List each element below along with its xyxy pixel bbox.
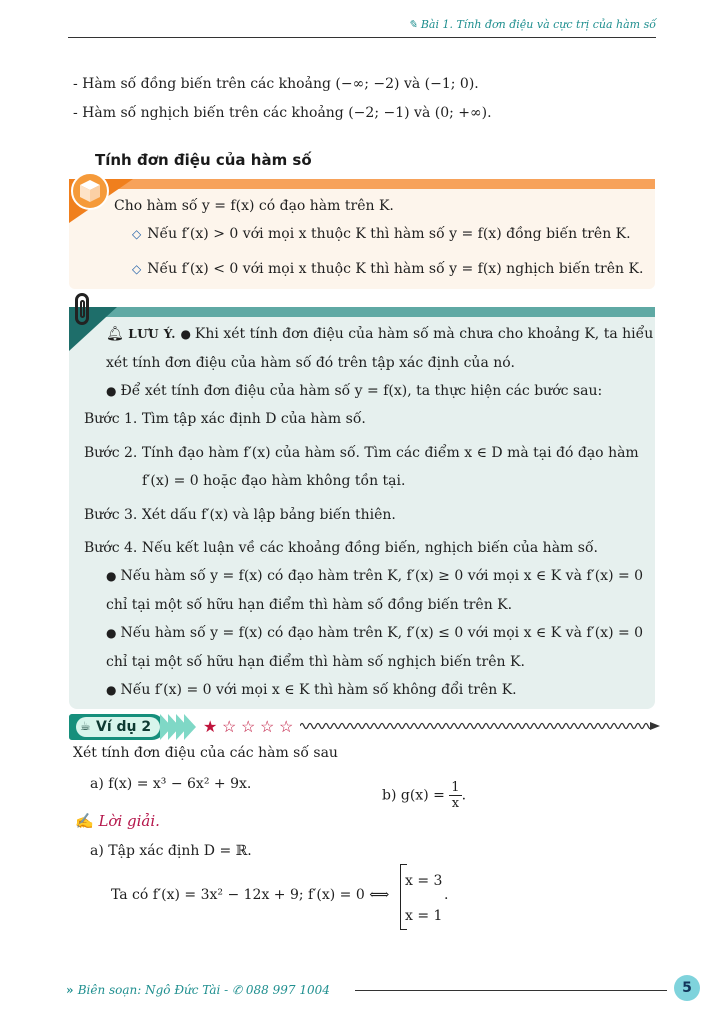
cube-icon [71, 172, 109, 210]
bullet-icon: ● [106, 683, 117, 697]
note-line-2: xét tính đơn điệu của hàm số đó trên tập xác định của nó. [106, 355, 515, 371]
wavy-arrow-icon [300, 718, 660, 734]
example-part-b: b) g(x) = $\frac{1}{x}$ . [382, 780, 467, 811]
rule-1-cont: chỉ tại một số hữu hạn điểm thì hàm số đồng biến trên K. [106, 597, 513, 613]
bell-icon: 🔔︎ [106, 326, 129, 342]
step-4: Bước 4. Nếu kết luận về các khoảng đồng biến, nghịch biến của hàm số. [84, 540, 598, 556]
bullet-icon: ● [106, 569, 117, 583]
diamond-bullet-icon: ◇ [132, 227, 142, 241]
rule-2-cont: chỉ tại một số hữu hạn điểm thì hàm số nghịch biến trên K. [106, 654, 525, 670]
example-prompt: Xét tính đơn điệu của các hàm số sau [73, 745, 338, 761]
star-filled-icon: ★ [203, 717, 218, 736]
fraction: $\frac{1}{x}$ [451, 780, 460, 811]
intro-line-1: - Hàm số đồng biến trên các khoảng (−∞; −2) và (−1; 0). [73, 76, 479, 92]
note-bar [69, 307, 655, 317]
case-end: . [444, 887, 449, 903]
diamond-bullet-icon: ◇ [132, 262, 142, 276]
definition-item-2: ◇ Nếu f′(x) < 0 với mọi x thuộc K thì hàm số y = f(x) nghịch biến trên K. [132, 261, 644, 277]
definition-bar [69, 179, 655, 189]
intro-line-2: - Hàm số nghịch biến trên các khoảng (−2; −1) và (0; +∞). [73, 105, 492, 121]
footer-credit: » Biên soạn: Ngô Đức Tài - ✆ 088 997 1004 [66, 983, 330, 997]
rule-3: ● Nếu f′(x) = 0 với mọi x ∈ K thì hàm số không đổi trên K. [106, 682, 517, 698]
solution-title: ✍ Lời giải. [75, 812, 160, 830]
rule-2: ● Nếu hàm số y = f(x) có đạo hàm trên K, f′(x) ≤ 0 với mọi x ∈ K và f′(x) = 0 [106, 625, 644, 641]
pencil-icon: ✍ [75, 812, 99, 830]
page-number: 5 [674, 975, 700, 1001]
header-rule [68, 37, 656, 38]
definition-item-1: ◇ Nếu f′(x) > 0 với mọi x thuộc K thì hàm số y = f(x) đồng biến trên K. [132, 226, 631, 242]
solution-domain: a) Tập xác định D = ℝ. [90, 843, 252, 859]
example-label: Ví dụ 2 [96, 719, 152, 735]
header-title: Bài 1. Tính đơn điệu và cực trị của hàm số [420, 18, 656, 31]
solution-derivative: Ta có f′(x) = 3x² − 12x + 9; f′(x) = 0 ⟺ [111, 887, 390, 903]
coffee-icon: ☕︎ [80, 719, 91, 733]
definition-title: Tính đơn điệu của hàm số [95, 151, 312, 169]
footer-rule [355, 990, 667, 991]
definition-lead: Cho hàm số y = f(x) có đạo hàm trên K. [114, 198, 394, 214]
star-empty-icon: ☆ [222, 717, 237, 736]
bullet-icon: ● [106, 384, 117, 398]
star-empty-icon: ☆ [241, 717, 256, 736]
note-label: LƯU Ý. [128, 327, 176, 341]
bullet-icon: ● [180, 327, 191, 341]
step-1: Bước 1. Tìm tập xác định D của hàm số. [84, 411, 366, 427]
note-first-line: 🔔︎ LƯU Ý. ● Khi xét tính đơn điệu của hàm số mà chưa cho khoảng K, ta hiểu [106, 326, 654, 342]
star-empty-icon: ☆ [260, 717, 275, 736]
example-part-a: a) f(x) = x³ − 6x² + 9x. [90, 776, 252, 792]
chevron-icon [184, 714, 196, 740]
edit-icon: ✎ [408, 18, 421, 31]
bullet-icon: ● [106, 626, 117, 640]
step-2: Bước 2. Tính đạo hàm f′(x) của hàm số. Tìm các điểm x ∈ D mà tại đó đạo hàm [84, 445, 639, 461]
rule-1: ● Nếu hàm số y = f(x) có đạo hàm trên K, f′(x) ≥ 0 với mọi x ∈ K và f′(x) = 0 [106, 568, 644, 584]
paperclip-inner [80, 300, 85, 318]
step-2-cont: f′(x) = 0 hoặc đạo hàm không tồn tại. [142, 473, 406, 489]
note-line-3: ● Để xét tính đơn điệu của hàm số y = f(x), ta thực hiện các bước sau: [106, 383, 603, 399]
running-header [400, 18, 656, 31]
case-2: x = 1 [405, 908, 443, 924]
step-3: Bước 3. Xét dấu f′(x) và lập bảng biến thiên. [84, 507, 396, 523]
star-empty-icon: ☆ [279, 717, 294, 736]
case-1: x = 3 [405, 873, 443, 889]
double-chevron-icon: » [66, 983, 78, 997]
